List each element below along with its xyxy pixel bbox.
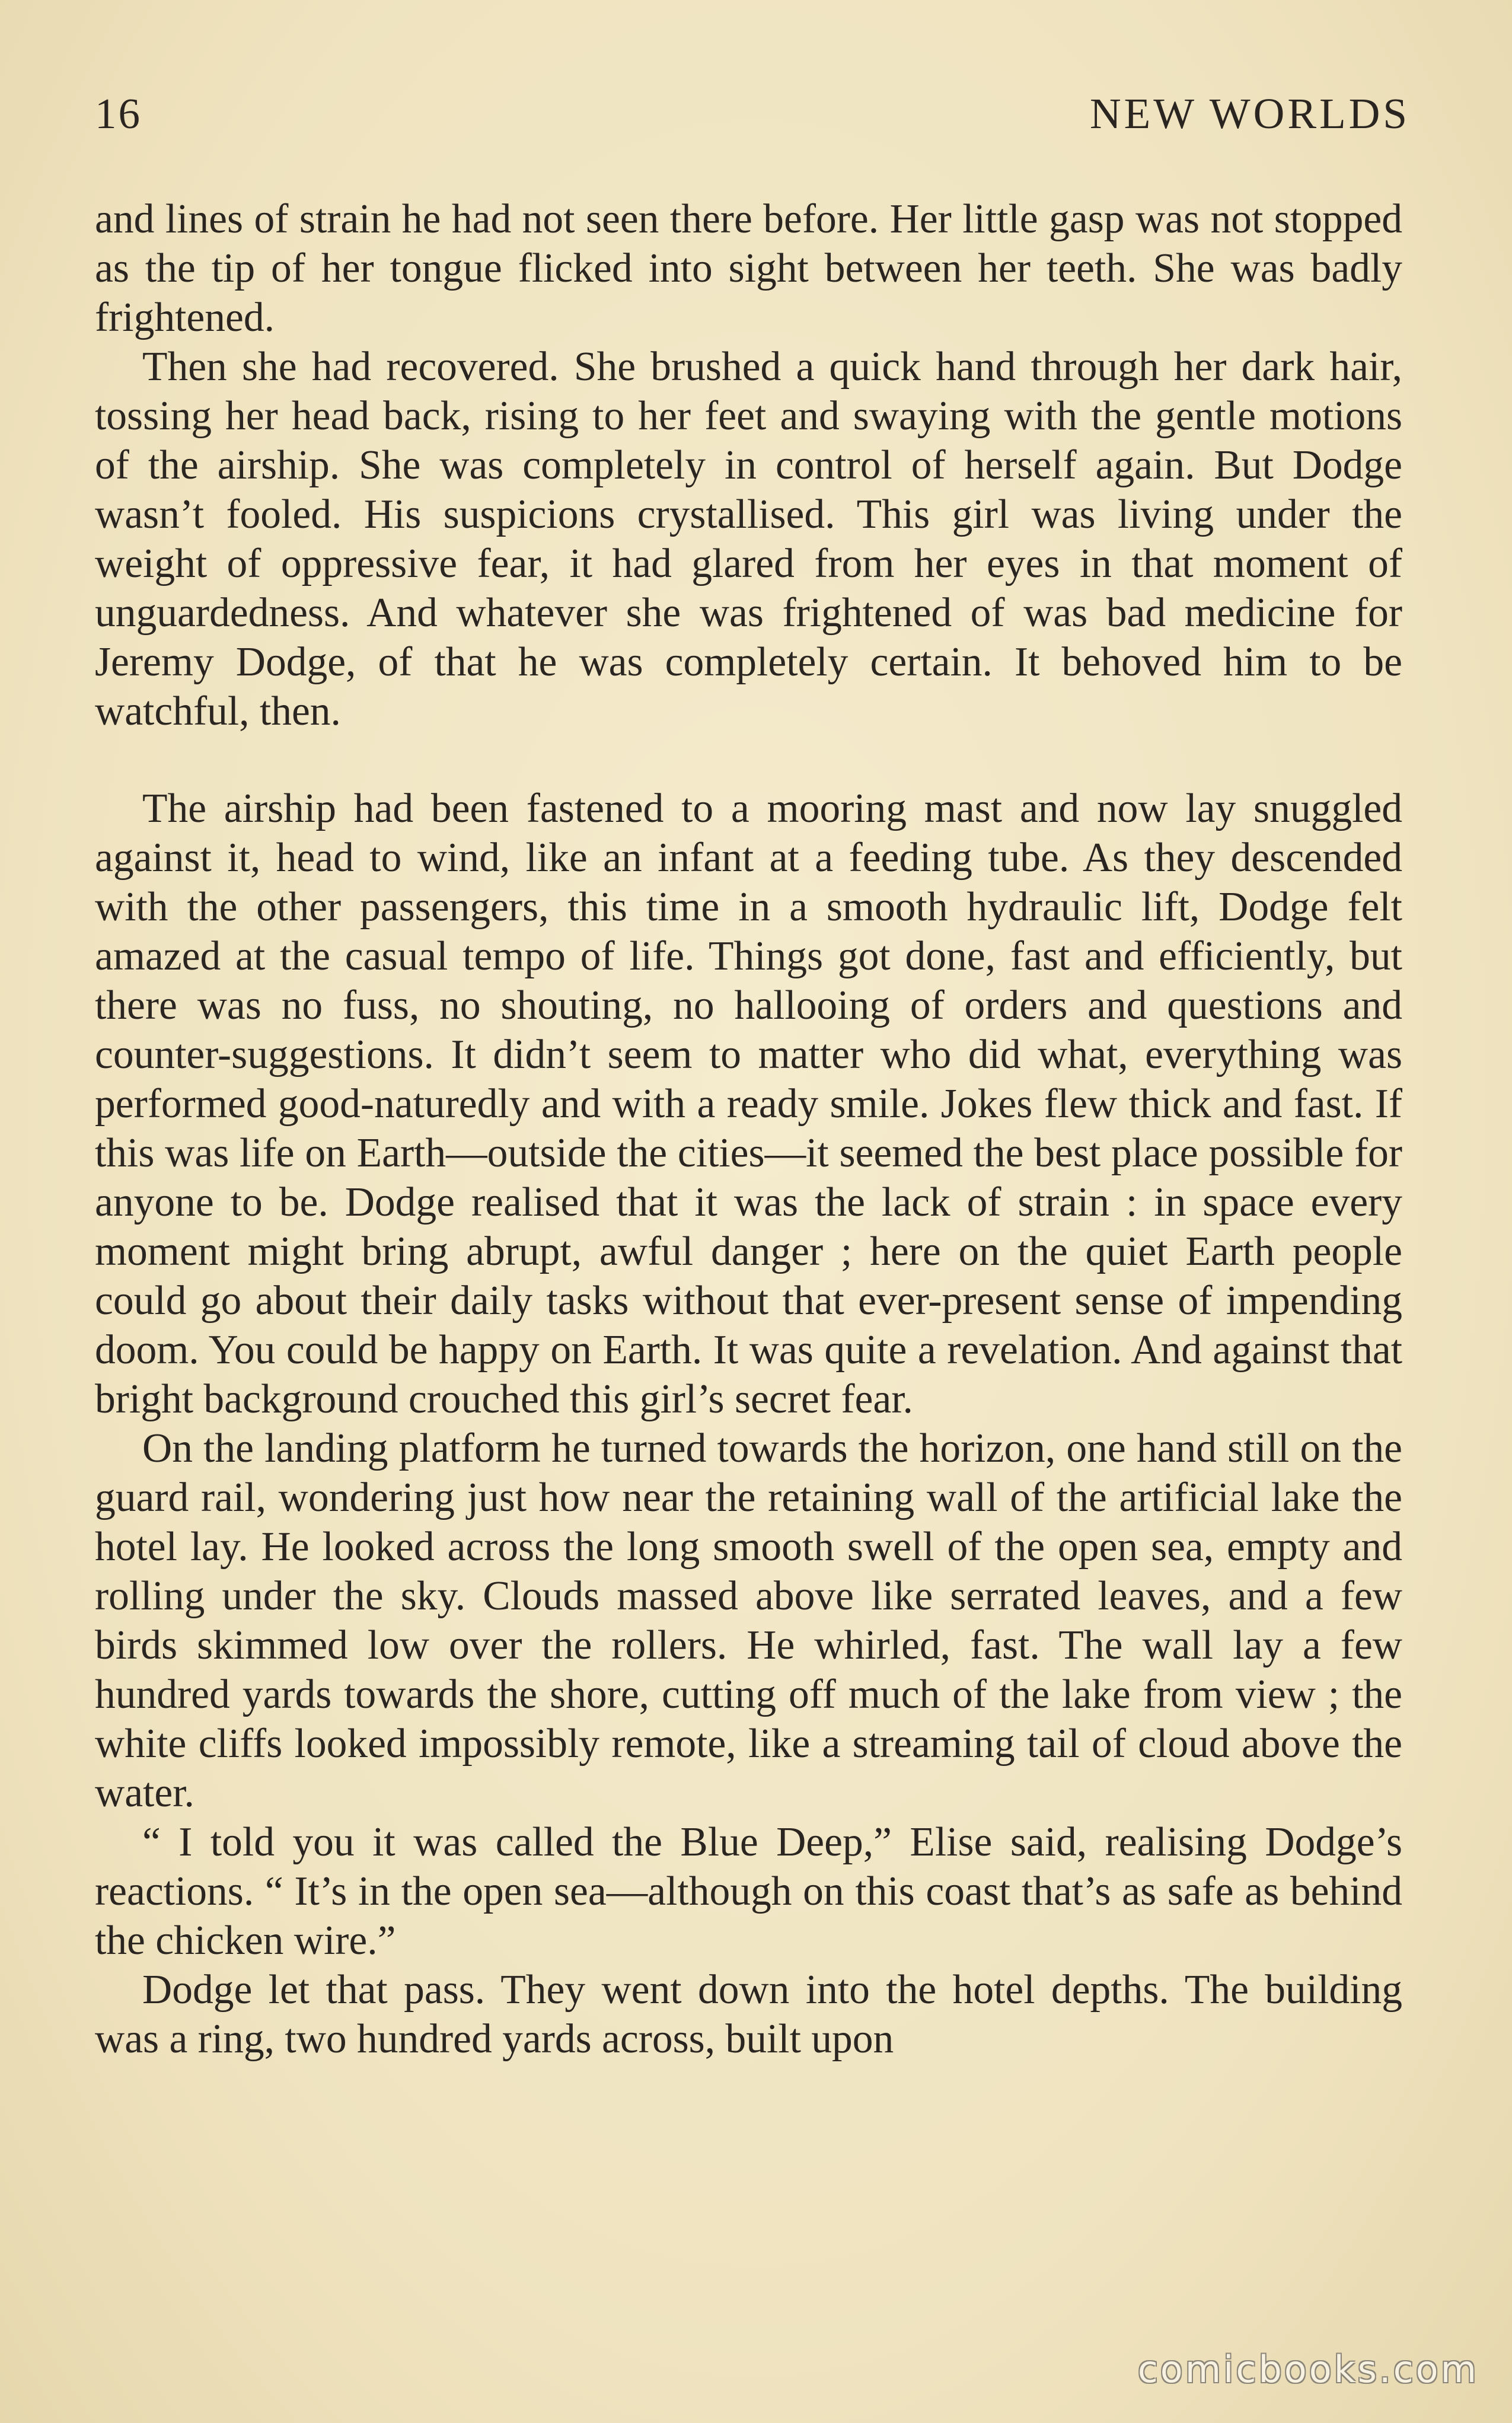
watermark-logo: comicbooks.com xyxy=(1137,2348,1479,2391)
running-head xyxy=(95,89,1410,142)
paragraph-1: and lines of strain he had not seen there before. Her little gasp was not stopped as the tip of her tongue flicked into sight between her teeth. She was badly frightened. xyxy=(95,196,1402,340)
body-text xyxy=(95,195,1402,2064)
paragraph-2: Then she had recovered. She brushed a quick hand through her dark hair, tossing her head back, rising to her feet and swaying with the gentle motions of the airship. She was completely in control of herself again. But Dodge wasn’t fooled. His suspicions crystallised. This girl was living under the weight of oppressive fear, it had glared from her eyes in that moment of unguardedness. And whatever she was frightened of was bad medicine for Jeremy Dodge, of that he was completely certain. It behoved him to be watchful, then. xyxy=(95,344,1402,734)
paragraph-6: Dodge let that pass. They went down into the hotel depths. The building was a ring, two hundred yards across, built upon xyxy=(95,1967,1402,2062)
journal-title: NEW WORLDS xyxy=(1089,90,1410,138)
paragraph-4: On the landing platform he turned towards the horizon, one hand still on the guard rail, wondering just how near the retaining wall of the artificial lake the hotel lay. He looked across the long smooth swell of the open sea, empty and rolling under the sky. Clouds massed above like serrated leaves, and a few birds skimmed low over the rollers. He whirled, fast. The wall lay a few hundred yards towards the shore, cutting off much of the lake from view ; the white cliffs looked impossibly remote, like a streaming tail of cloud above the water. xyxy=(95,1426,1402,1816)
page-number: 16 xyxy=(95,90,142,138)
paragraph-5: “ I told you it was called the Blue Deep,” Elise said, realising Dodge’s reactions. “ It’s in the open sea—although on this coast that’s as safe as behind the chicken wire.” xyxy=(95,1819,1402,1963)
paragraph-3: The airship had been fastened to a mooring mast and now lay snuggled against it, head to wind, like an infant at a feeding tube. As they descended with the other passengers, this time in a smooth hydraulic lift, Dodge felt amazed at the casual tempo of life. Things got done, fast and efficiently, but there was no fuss, no shouting, no hallooing of orders and questions and counter-suggestions. It didn’t seem to matter who did what, everything was performed good-naturedly and with a ready smile. Jokes flew thick and fast. If this was life on Earth—outside the cities—it seemed the best place possible for anyone to be. Dodge realised that it was the lack of strain : in space every moment might bring abrupt, awful danger ; here on the quiet Earth people could go about their daily tasks without that ever-present sense of impending doom. You could be happy on Earth. It was quite a revelation. And against that bright background crouched this girl’s secret fear. xyxy=(95,786,1402,1422)
